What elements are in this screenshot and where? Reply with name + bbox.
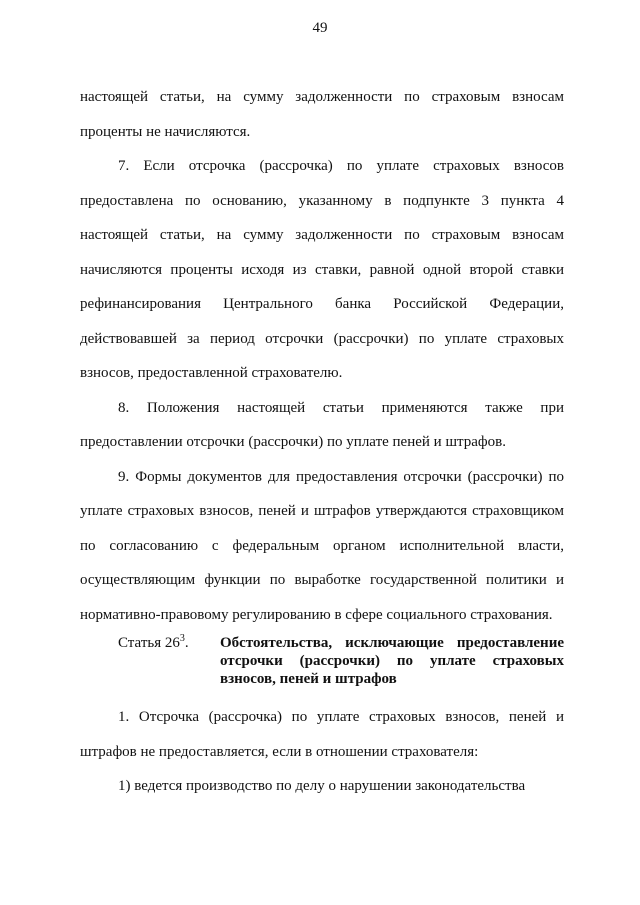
article-title: Обстоятельства, исключающие предоставление отсрочки (рассрочки) по уплате страховых взносов, пеней и штрафов <box>220 635 564 687</box>
article-heading <box>80 634 564 688</box>
document-body <box>80 80 564 804</box>
paragraph-item-1: 1. Отсрочка (рассрочка) по уплате страховых взносов, пеней и штрафов не предоставляется, если в отношении страхователя: <box>80 709 564 760</box>
paragraph-item-7: 7. Если отсрочка (рассрочка) по уплате страховых взносов предоставлена по основанию, указанному в подпункте 3 пункта 4 настоящей статьи, на сумму задолженности по страховым взносам начисляются проценты исходя из ставки, равной одной второй ставки рефинансирования Центрального банка Российской Федерации, действовавшей за период отсрочки (рассрочки) по уплате страховых взносов, предоставленной страхователю. <box>80 158 564 381</box>
article-label <box>80 634 220 688</box>
article-label-superscript: 3 <box>179 633 185 644</box>
paragraph-item-8: 8. Положения настоящей статьи применяются также при предоставлении отсрочки (рассрочки) по уплате пеней и штрафов. <box>80 399 564 450</box>
article-label-suffix: . <box>184 635 189 651</box>
page-number: 49 <box>312 20 328 36</box>
paragraph-item-9: 9. Формы документов для предоставления отсрочки (рассрочки) по уплате страховых взносов, пеней и штрафов утверждаются страховщиком по согласованию с федеральным органом исполнительной власти, осуществляющим функции по выработке государственной политики и нормативно-правовому регулированию в сфере социального страхования. <box>80 468 564 623</box>
paragraph-subitem-1: 1) ведется производство по делу о нарушении законодательства <box>118 778 526 794</box>
article-label-text: Статья 26 <box>118 635 180 651</box>
paragraph-continuation: настоящей статьи, на сумму задолженности по страховым взносам проценты не начисляются. <box>80 89 564 140</box>
